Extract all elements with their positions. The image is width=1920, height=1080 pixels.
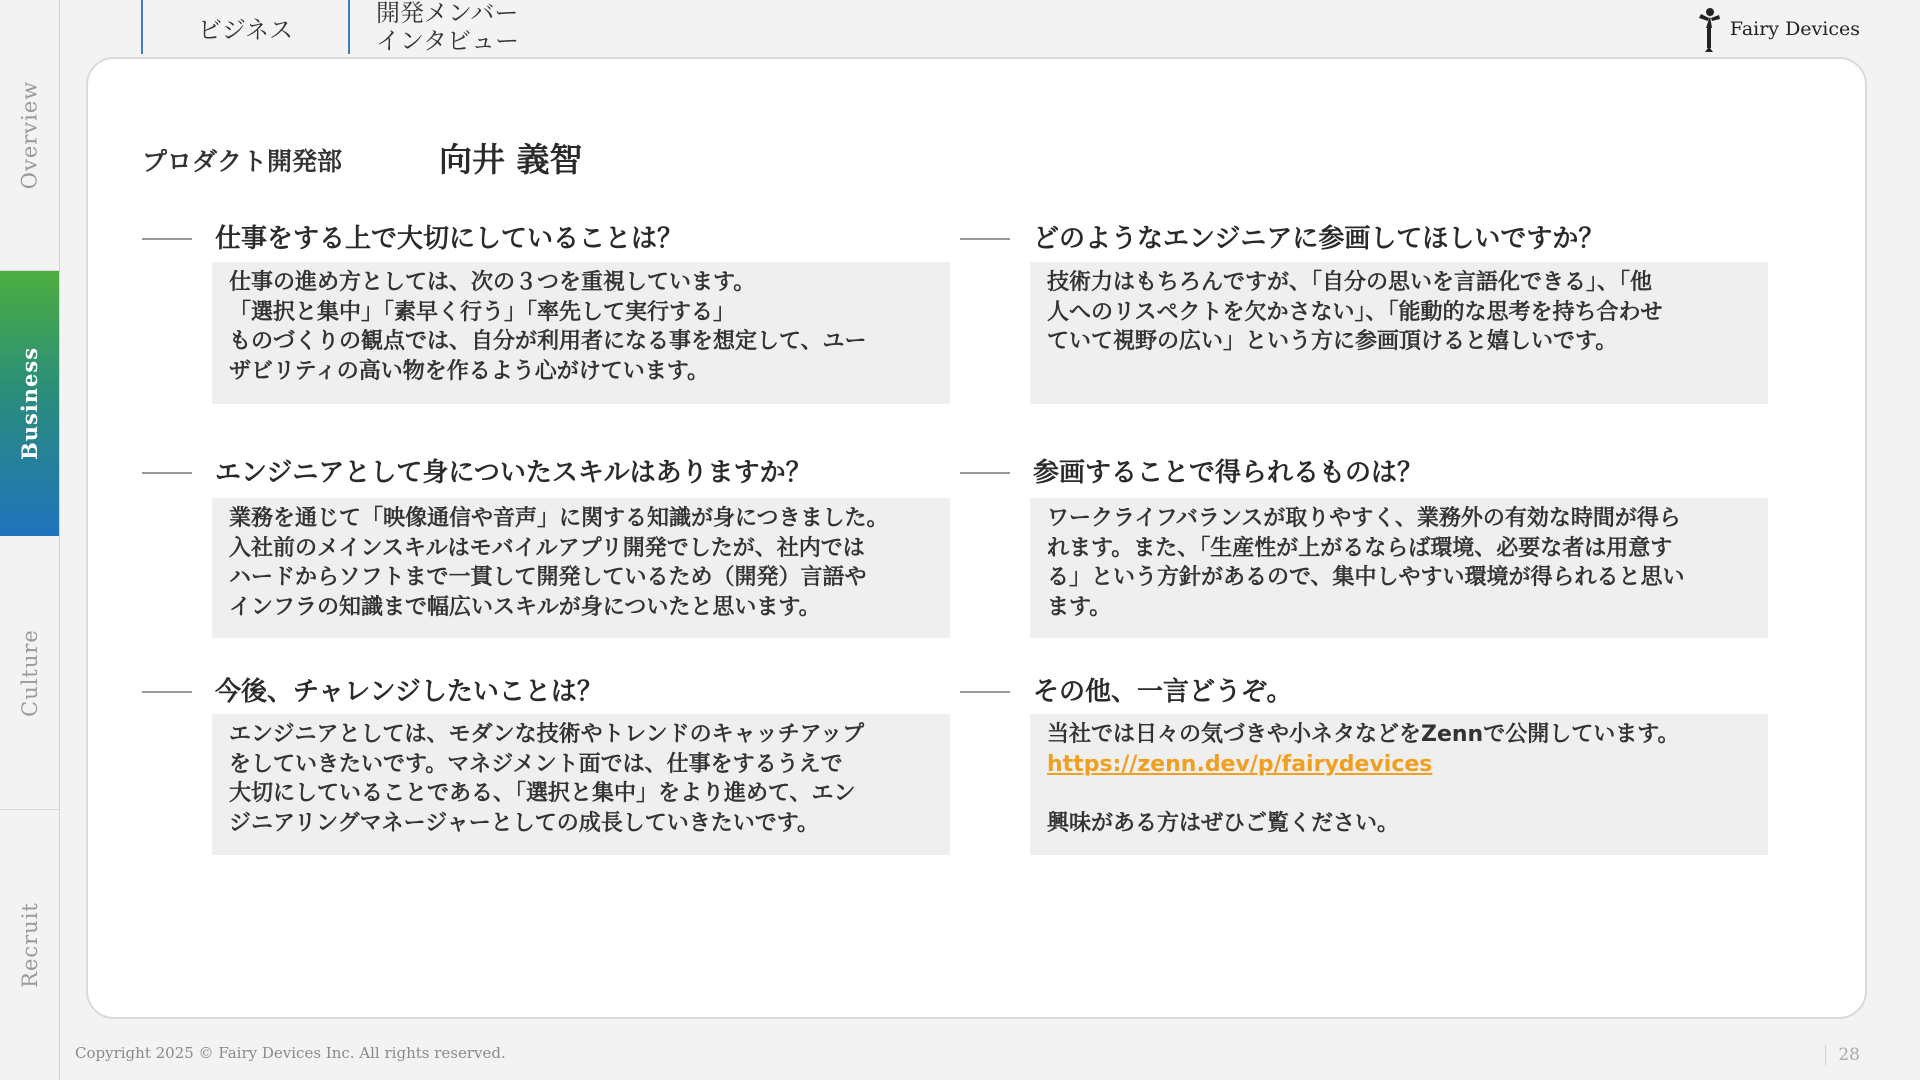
answer-box (1030, 714, 1768, 855)
tab-member-interview[interactable]: 開発メンバー インタビュー (376, 0, 520, 55)
nav-item-recruit[interactable] (0, 810, 59, 1080)
answer-box (212, 498, 950, 638)
answer-line: ワークライフバランスが取りやすく、業務外の有効な時間が得ら (1047, 506, 1681, 531)
answer-line: をしていきたいです。マネジメント面では、仕事をするうえで (229, 751, 843, 777)
tab-business[interactable]: ビジネス (141, 0, 350, 54)
question-heading: 仕事をする上で大切にしていることは？ (215, 224, 684, 254)
logo-text: Fairy Devices (1729, 18, 1860, 40)
answer-line: ハードからソフトまで一貫して開発しているため（開発）言語や (229, 565, 867, 590)
nav-item-culture[interactable] (0, 536, 59, 810)
copyright-text: Copyright 2025 © Fairy Devices Inc. All rights reserved. (75, 1044, 506, 1062)
nav-item-overview[interactable] (0, 0, 59, 271)
answer-line: ジニアリングマネージャーとしての成長していきたいです。 (229, 810, 820, 836)
page-number: 28 (1825, 1045, 1860, 1065)
answer-line: る」という方針があるので、集中しやすい環境が得られると思い (1047, 565, 1685, 590)
answer-line: 人へのリスペクトを欠かさない」、「能動的な思考を持ち合わせ (1047, 299, 1663, 325)
dash-divider (960, 238, 1010, 240)
dash-divider (142, 691, 192, 693)
blank-spacer (1047, 779, 1754, 809)
answer-box (212, 714, 950, 855)
person-name: 向井 義智 (439, 140, 583, 179)
answer-line: 興味がある方はぜひご覧ください。 (1047, 810, 1400, 836)
department-label: プロダクト開発部 (142, 147, 343, 176)
answer-box (212, 262, 950, 404)
answer-line: 仕事の進め方としては、次の３つを重視しています。 (229, 270, 756, 295)
nav-label-overview: Overview (17, 80, 42, 190)
side-nav (0, 0, 60, 1080)
dash-divider (142, 472, 192, 474)
answer-line: ザビリティの高い物を作るよう心がけています。 (229, 358, 710, 384)
answer-line: エンジニアとしては、モダンな技術やトレンドのキャッチアップ (229, 722, 865, 747)
nav-label-recruit: Recruit (17, 902, 42, 988)
answer-line: インフラの知識まで幅広いスキルが身についたと思います。 (229, 594, 821, 620)
question-heading: エンジニアとして身についたスキルはありますか？ (215, 458, 812, 488)
question-heading: 参画することで得られるものは？ (1033, 458, 1424, 488)
dash-divider (960, 472, 1010, 474)
nav-label-business: Business (17, 346, 42, 461)
fairy-figure-icon (1696, 6, 1722, 52)
dash-divider (960, 691, 1010, 693)
company-logo (1696, 6, 1860, 52)
answer-line: 当社では日々の気づきや小ネタなどをZennで公開しています。 (1047, 722, 1680, 747)
answer-line: 入社前のメインスキルはモバイルアプリ開発でしたが、社内では (229, 535, 865, 561)
dash-divider (142, 238, 192, 240)
answer-line: 「選択と集中」「素早く行う」「率先して実行する」 (229, 299, 736, 325)
question-heading: その他、一言どうぞ。 (1033, 677, 1293, 707)
question-heading: どのようなエンジニアに参画してほしいですか？ (1033, 224, 1605, 254)
answer-line: 大切にしていることである、「選択と集中」をより進めて、エン (229, 781, 856, 806)
answer-line: ものづくりの観点では、自分が利用者になる事を想定して、ユー (229, 329, 867, 354)
zenn-link[interactable]: https://zenn.dev/p/fairydevices (1047, 751, 1433, 777)
nav-item-business[interactable] (0, 271, 59, 536)
answer-line: 技術力はもちろんですが、「自分の思いを言語化できる」、「他 (1047, 270, 1653, 295)
answer-box (1030, 498, 1768, 638)
answer-line: ていて視野の広い」という方に参画頂けると嬉しいです。 (1047, 329, 1618, 354)
nav-label-culture: Culture (17, 628, 42, 717)
answer-box (1030, 262, 1768, 404)
question-heading: 今後、チャレンジしたいことは？ (215, 677, 603, 707)
answer-line: ます。 (1047, 594, 1112, 620)
answer-line: 業務を通じて「映像通信や音声」に関する知識が身につきました。 (229, 506, 889, 531)
answer-line: れます。また、「生産性が上がるならば環境、必要な者は用意す (1047, 535, 1673, 561)
